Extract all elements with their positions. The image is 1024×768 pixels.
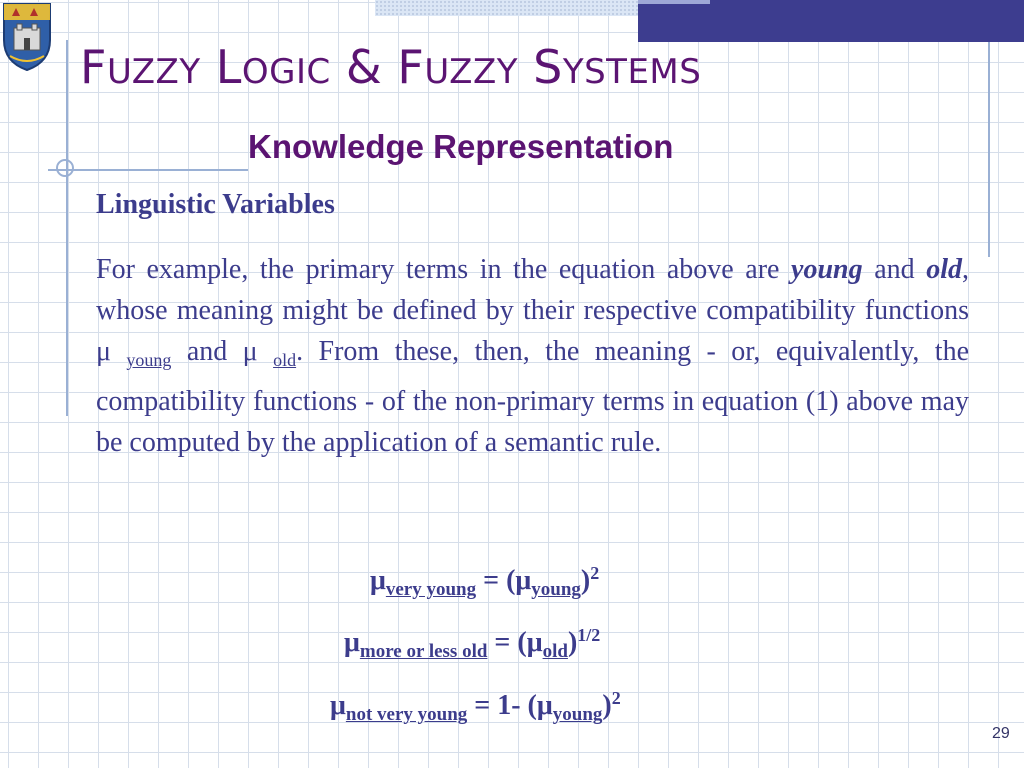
body-paragraph: For example, the primary terms in the equation above are young and old, whose meaning might be defined by their respective compatibility functions μ $_{young}$ and μ $_{old}$. From these, then, the meaning - or, equivalently, the compatibility functions - of the non-primary terms in equation (1) above may be computed by the application of a semantic rule. (96, 254, 970, 458)
term-young: young (791, 254, 863, 285)
term-old: old (926, 254, 962, 285)
equation-not-very-young: $\mu_{not very young} = 1-$ $(\mu_{young})^2$ (330, 688, 621, 725)
equation-very-young: $\mu_{very young} = (\mu_{young})^2$ (370, 563, 600, 600)
mu-subscript-old: old (273, 350, 297, 370)
right-decorative-line (988, 42, 990, 257)
left-decorative-line (66, 40, 68, 416)
slide-title: FUZZY LOGIC & FUZZY SYSTEMS (80, 40, 702, 94)
university-crest-icon (0, 0, 54, 72)
slide-subtitle: Knowledge Representation (248, 128, 674, 165)
page-number: 29 (992, 725, 1010, 742)
decorative-ring-icon (56, 159, 74, 177)
mu-symbol: μ (242, 336, 258, 367)
equation-more-or-less-old: $\mu_{more or less old} = (\mu_{old})^{1/2}$ (344, 625, 601, 662)
mu-subscript-young: young (126, 350, 172, 370)
top-accent-notch (638, 0, 710, 4)
top-decorative-band (375, 0, 640, 16)
section-heading: Linguistic Variables (96, 189, 335, 220)
top-accent-bar (638, 0, 1024, 42)
title-underline-decoration (48, 169, 248, 171)
mu-symbol: μ (96, 336, 112, 367)
